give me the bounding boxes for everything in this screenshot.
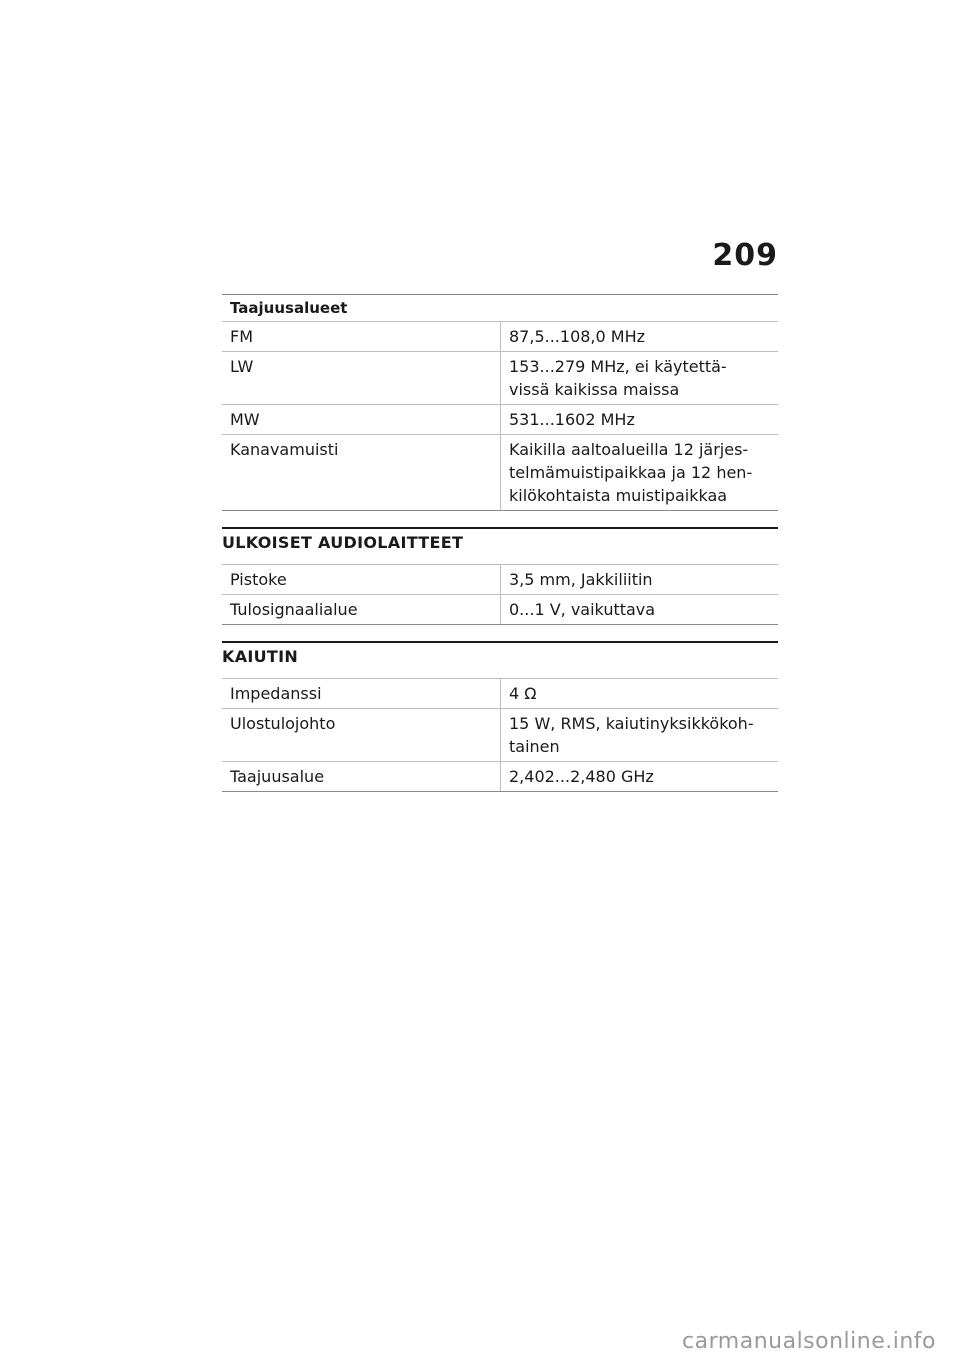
- spec-value: [501, 709, 779, 762]
- spec-value-line: kilökohtaista muistipaikkaa: [509, 486, 728, 505]
- spec-value: [501, 435, 779, 511]
- spec-content: [222, 294, 778, 792]
- spec-value-line: 2,402...2,480 GHz: [509, 767, 654, 786]
- spec-label: Pistoke: [222, 565, 501, 595]
- spec-value: [501, 565, 779, 595]
- spec-value-line: 531...1602 MHz: [509, 410, 635, 429]
- spec-value-line: Kaikilla aaltoalueilla 12 järjes-: [509, 440, 749, 459]
- external-audio-title: ULKOISET AUDIOLAITTEET: [222, 527, 778, 564]
- spec-value-line: vissä kaikissa maissa: [509, 380, 680, 399]
- spec-label: Impedanssi: [222, 679, 501, 709]
- spec-label: LW: [222, 352, 501, 405]
- spec-value: [501, 595, 779, 625]
- spec-value: [501, 322, 779, 352]
- spec-row: [222, 762, 778, 792]
- spec-row: [222, 709, 778, 762]
- page-number: 209: [712, 238, 778, 273]
- spec-value: [501, 405, 779, 435]
- spec-row: [222, 565, 778, 595]
- spec-row: [222, 352, 778, 405]
- spec-row: [222, 595, 778, 625]
- spec-row: [222, 679, 778, 709]
- speaker-table: [222, 678, 778, 792]
- external-audio-table: [222, 564, 778, 625]
- spec-value-line: tainen: [509, 737, 560, 756]
- spec-value-line: 15 W, RMS, kaiutinyksikkökoh-: [509, 714, 754, 733]
- spec-row: [222, 322, 778, 352]
- frequency-table: [222, 321, 778, 511]
- spec-row: [222, 435, 778, 511]
- spec-value: [501, 762, 779, 792]
- spec-label: Ulostulojohto: [222, 709, 501, 762]
- spec-label: Taajuusalue: [222, 762, 501, 792]
- spec-value-line: 87,5...108,0 MHz: [509, 327, 646, 346]
- speaker-title: KAIUTIN: [222, 641, 778, 678]
- spec-value: [501, 679, 779, 709]
- spec-label: Kanavamuisti: [222, 435, 501, 511]
- watermark-footer: carmanualsonline.info: [682, 1329, 936, 1354]
- spec-value-line: 153...279 MHz, ei käytettä-: [509, 357, 727, 376]
- spec-value-line: 4 Ω: [509, 684, 537, 703]
- spec-value-line: telmämuistipaikkaa ja 12 hen-: [509, 463, 753, 482]
- frequency-ranges-heading: Taajuusalueet: [222, 294, 778, 321]
- spec-row: [222, 405, 778, 435]
- spec-label: FM: [222, 322, 501, 352]
- spec-value-line: 3,5 mm, Jakkiliitin: [509, 570, 653, 589]
- spec-label: MW: [222, 405, 501, 435]
- spec-value: [501, 352, 779, 405]
- spec-label: Tulosignaalialue: [222, 595, 501, 625]
- spec-value-line: 0...1 V, vaikuttava: [509, 600, 656, 619]
